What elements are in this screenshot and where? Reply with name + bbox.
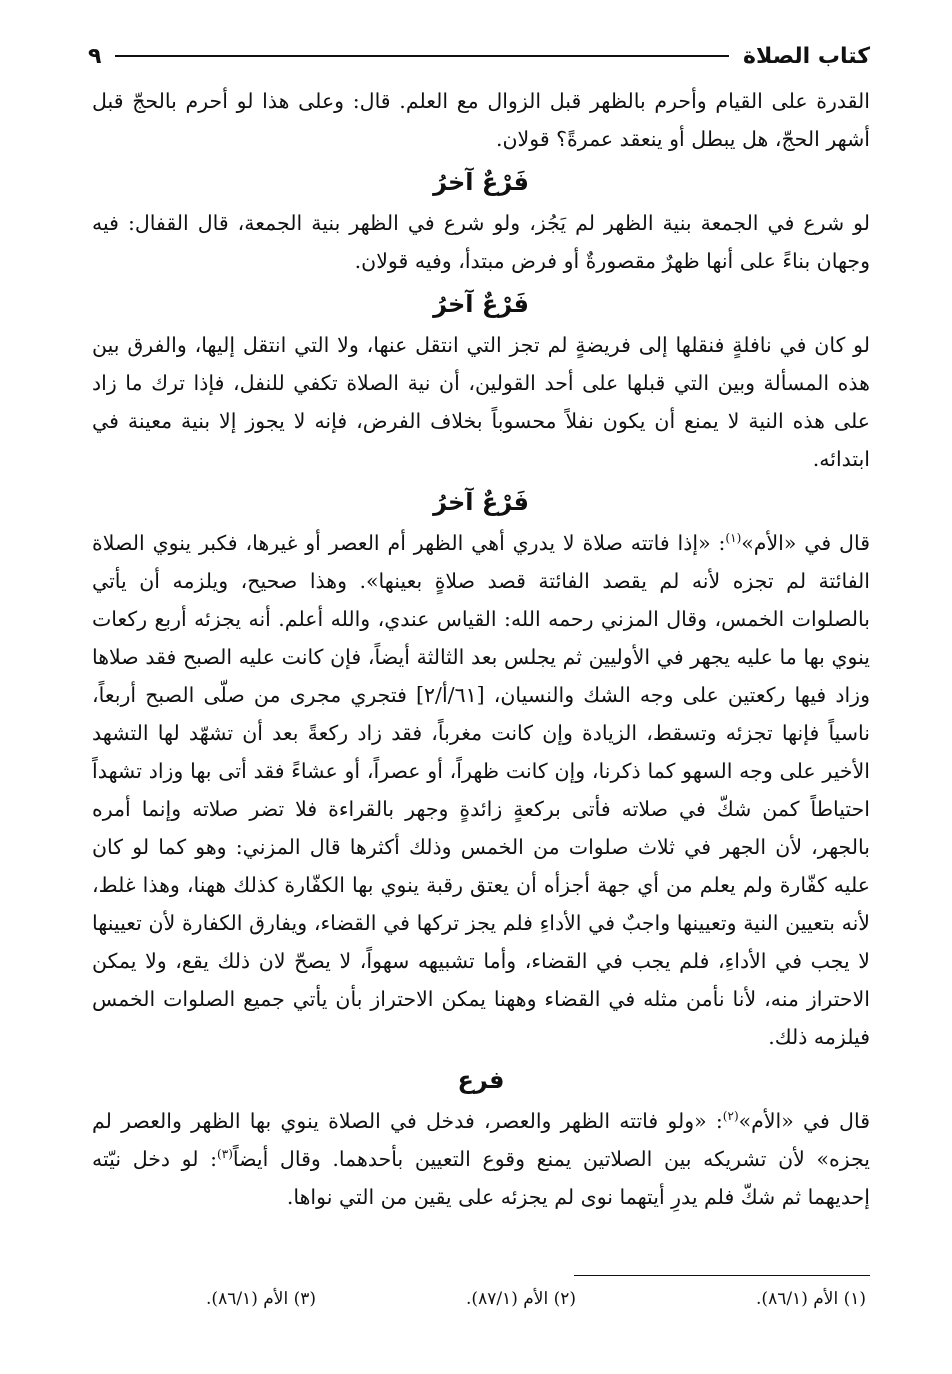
section-heading-3: فَرْعٌ آخرُ <box>433 488 529 516</box>
footnotes <box>92 1286 866 1312</box>
paragraph-5-tail: : لو دخل نيّته إحديهما ثم شكّ فلم يدرِ أيتهما نوى لم يجزئه على يقين من التي نواها. <box>92 1147 870 1209</box>
header-rule <box>115 55 729 57</box>
paragraph-5-lead: قال في «الأم» <box>738 1109 870 1133</box>
footnote-ref-1: (١) <box>725 531 742 546</box>
paragraph-2: لو شرع في الجمعة بنية الظهر لم يَجُز، ولو شرع في الظهر بنية الجمعة، قال القفال: فيه وجهان بناءً على أنها ظهرٌ مقصورةٌ أو فرض مبتدأ، وفيه قولان. <box>92 211 870 273</box>
page-body <box>92 82 870 1216</box>
section-heading-1: فَرْعٌ آخرُ <box>433 168 529 196</box>
book-title: كتاب الصلاة <box>743 43 870 69</box>
section-heading-4: فرع <box>457 1066 505 1094</box>
paragraph-3: لو كان في نافلةٍ فنقلها إلى فريضةٍ لم تجز التي انتقل عنها، ولا التي انتقل إليها، والفرق بين هذه المسألة وبين التي قبلها على أحد القولين، أن نية الصلاة تكفي للنفل، فإذا ترك ما زاد على هذه النية لا يمنع أن يكون نفلاً محسوباً بخلاف الفرض، فإنه لا يجوز إلا بنية معينة في ابتدائه. <box>92 333 870 471</box>
section-heading-2: فَرْعٌ آخرُ <box>433 290 529 318</box>
footnote-rule <box>574 1275 870 1276</box>
footnote-3: (٣) الأم (٨٦/١). <box>206 1289 316 1309</box>
paragraph-4-text: : «إذا فاتته صلاة لا يدري أهي الظهر أم العصر أو غيرها، فكبر ينوي الصلاة الفائتة لم تجزه لأنه لم يقصد الفائتة قصد صلاةٍ بعينها». وهذا صحيح، ويلزمه أن يأتي بالصلوات الخمس، وقال المزني رحمه الله: القياس عندي، والله أعلم. أنه يجزئه أربع ركعات ينوي بها ما عليه يجهر في الأوليين ثم يجلس بعد الثالثة أيضاً، فإن كانت عليه الصبح فقد صلاها وزاد فيها ركعتين على وجه الشك والنسيان، [٦١/أ/٢] فتجري مجرى من صلّى الصبح أربعاً، ناسياً فإنها تجزئه وتسقط، الزيادة وإن كانت مغرباً، فقد زاد ركعةً بعد أن تشهّد لها التشهد الأخير على وجه السهو كما ذكرنا، وإن كانت ظهراً، أو عصراً، أو عشاءً فقد أتى بها وزاد تشهداً احتياطاً كمن شكّ في صلاته فأتى بركعةٍ زائدةٍ وجهر بالقراءة فلا تضر صلاته وإنما أمره بالجهر، لأن الجهر في ثلاث صلوات من الخمس وذلك أكثرها قال المزني: وهو كما لو كان عليه كفّارة ولم يعلم من أي جهة أجزأه أن يعتق رقبة ينوي بها الكفّارة كذلك ههنا، وهذا غلط، لأنه بتعيين النية وتعيينها واجبٌ في الأداءِ فلم يجز تركها في القضاء، ويفارق الكفارة لأن تعيينها لا يجب في الأداءِ، فلم يجب في القضاء، وأما تشبيهه سهواً، لا يصحّ لان ذلك يقع، ولا يمكن الاحتراز منه، لأنا نأمن مثله في القضاء وههنا يمكن الاحتراز بأن يأتي جميع الصلوات الخمس فيلزمه ذلك. <box>92 531 870 1049</box>
paragraph-4 <box>92 524 870 1056</box>
footnote-ref-2: (٢) <box>722 1109 739 1124</box>
paragraph-5-text: : «ولو فاتته الظهر والعصر، فدخل في الصلاة ينوي بها الظهر والعصر لم يجزه» لأن تشريكه بين الصلاتين يمنع وقوع التعيين بأحدهما. وقال أيضاً <box>92 1109 871 1171</box>
footnote-ref-3: (٣) <box>217 1147 233 1162</box>
paragraph-1: القدرة على القيام وأحرم بالظهر قبل الزوال مع العلم. قال: وعلى هذا لو أحرم بالحجّ قبل أشهر الحجّ، هل يبطل أو ينعقد عمرةً؟ قولان. <box>92 89 870 151</box>
paragraph-5 <box>92 1102 870 1216</box>
page-number: ٩ <box>88 43 102 69</box>
footnote-2: (٢) الأم (٨٧/١). <box>466 1289 576 1309</box>
running-header <box>88 38 870 74</box>
paragraph-4-lead: قال في «الأم» <box>741 531 870 555</box>
footnote-1: (١) الأم (٨٦/١). <box>756 1289 866 1309</box>
